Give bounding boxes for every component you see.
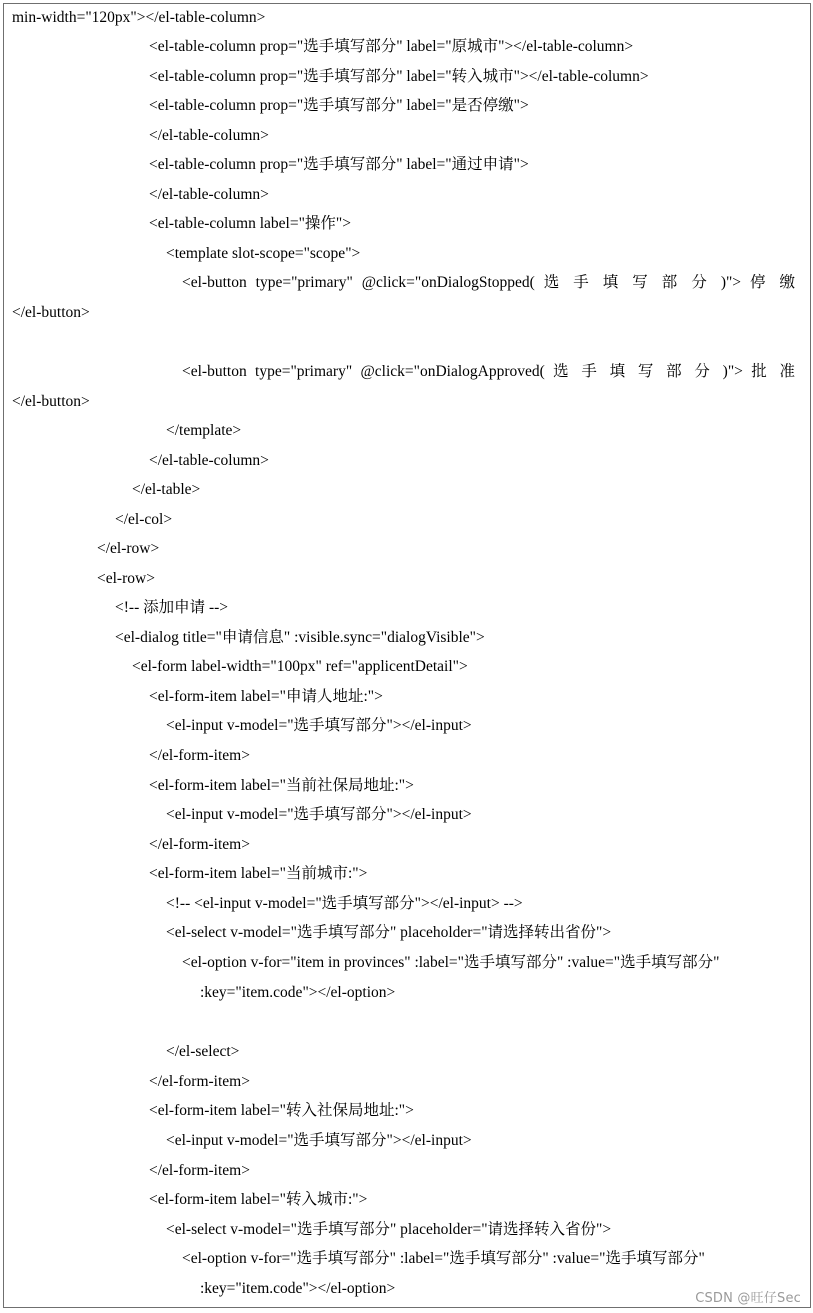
code-line: </el-table-column> <box>149 186 269 203</box>
code-line: </el-form-item> <box>149 836 250 853</box>
code-line: <el-select v-model="选手填写部分" placeholder="请选择转入省份"> <box>166 1221 612 1238</box>
code-line: <el-table-column prop="选手填写部分" label="原城市"></el-table-column> <box>149 38 634 55</box>
code-line: <el-table-column prop="选手填写部分" label="转入城市"></el-table-column> <box>149 68 649 85</box>
code-line: <el-select v-model="选手填写部分" placeholder="请选择转出省份"> <box>166 924 612 941</box>
code-line: <el-form-item label="当前社保局地址:"> <box>149 777 414 794</box>
code-line: <el-form-item label="转入城市:"> <box>149 1191 368 1208</box>
code-line: </el-form-item> <box>149 1073 250 1090</box>
code-line: <el-row> <box>97 570 155 587</box>
code-line: <!-- <el-input v-model="选手填写部分"></el-input> --> <box>166 895 523 912</box>
code-line: </el-select> <box>166 1043 240 1060</box>
code-line: <el-input v-model="选手填写部分"></el-input> <box>166 717 472 734</box>
code-line: <el-form label-width="100px" ref="applicentDetail"> <box>132 658 468 675</box>
code-line: min-width="120px"></el-table-column> <box>12 9 266 26</box>
code-line: <el-input v-model="选手填写部分"></el-input> <box>166 1132 472 1149</box>
code-line: </template> <box>166 422 242 439</box>
code-line: <el-input v-model="选手填写部分"></el-input> <box>166 806 472 823</box>
code-line: </el-button> <box>12 393 90 410</box>
code-line: <el-form-item label="申请人地址:"> <box>149 688 383 705</box>
code-line: </el-table> <box>132 481 201 498</box>
code-line: </el-button> <box>12 304 90 321</box>
code-line: <el-table-column prop="选手填写部分" label="通过申请"> <box>149 156 529 173</box>
code-line: <el-form-item label="当前城市:"> <box>149 865 368 882</box>
code-document-frame <box>3 3 811 1308</box>
code-line: <template slot-scope="scope"> <box>166 245 361 262</box>
code-line: </el-table-column> <box>149 452 269 469</box>
code-line: <el-button type="primary" @click="onDialogApproved( 选 手 填 写 部 分 )"> 批 准 <box>182 363 795 380</box>
code-line: <el-dialog title="申请信息" :visible.sync="dialogVisible"> <box>115 629 485 646</box>
code-line: <el-button type="primary" @click="onDialogStopped( 选 手 填 写 部 分 )"> 停 缴 <box>182 274 795 291</box>
code-line: </el-col> <box>115 511 173 528</box>
code-line: </el-row> <box>97 540 160 557</box>
code-line: <!-- 添加申请 --> <box>115 599 229 616</box>
code-line: </el-form-item> <box>149 747 250 764</box>
code-line: <el-table-column label="操作"> <box>149 215 351 232</box>
code-line: :key="item.code"></el-option> <box>200 984 396 1001</box>
code-line: <el-option v-for="item in provinces" :label="选手填写部分" :value="选手填写部分" <box>182 954 720 971</box>
code-line: </el-table-column> <box>149 127 269 144</box>
code-line: :key="item.code"></el-option> <box>200 1280 396 1297</box>
code-line: </el-form-item> <box>149 1162 250 1179</box>
code-line: <el-option v-for="选手填写部分" :label="选手填写部分" :value="选手填写部分" <box>182 1250 705 1267</box>
code-line: <el-table-column prop="选手填写部分" label="是否停缴"> <box>149 97 529 114</box>
code-line: <el-form-item label="转入社保局地址:"> <box>149 1102 414 1119</box>
csdn-watermark: CSDN @旺仔Sec <box>695 1291 801 1306</box>
